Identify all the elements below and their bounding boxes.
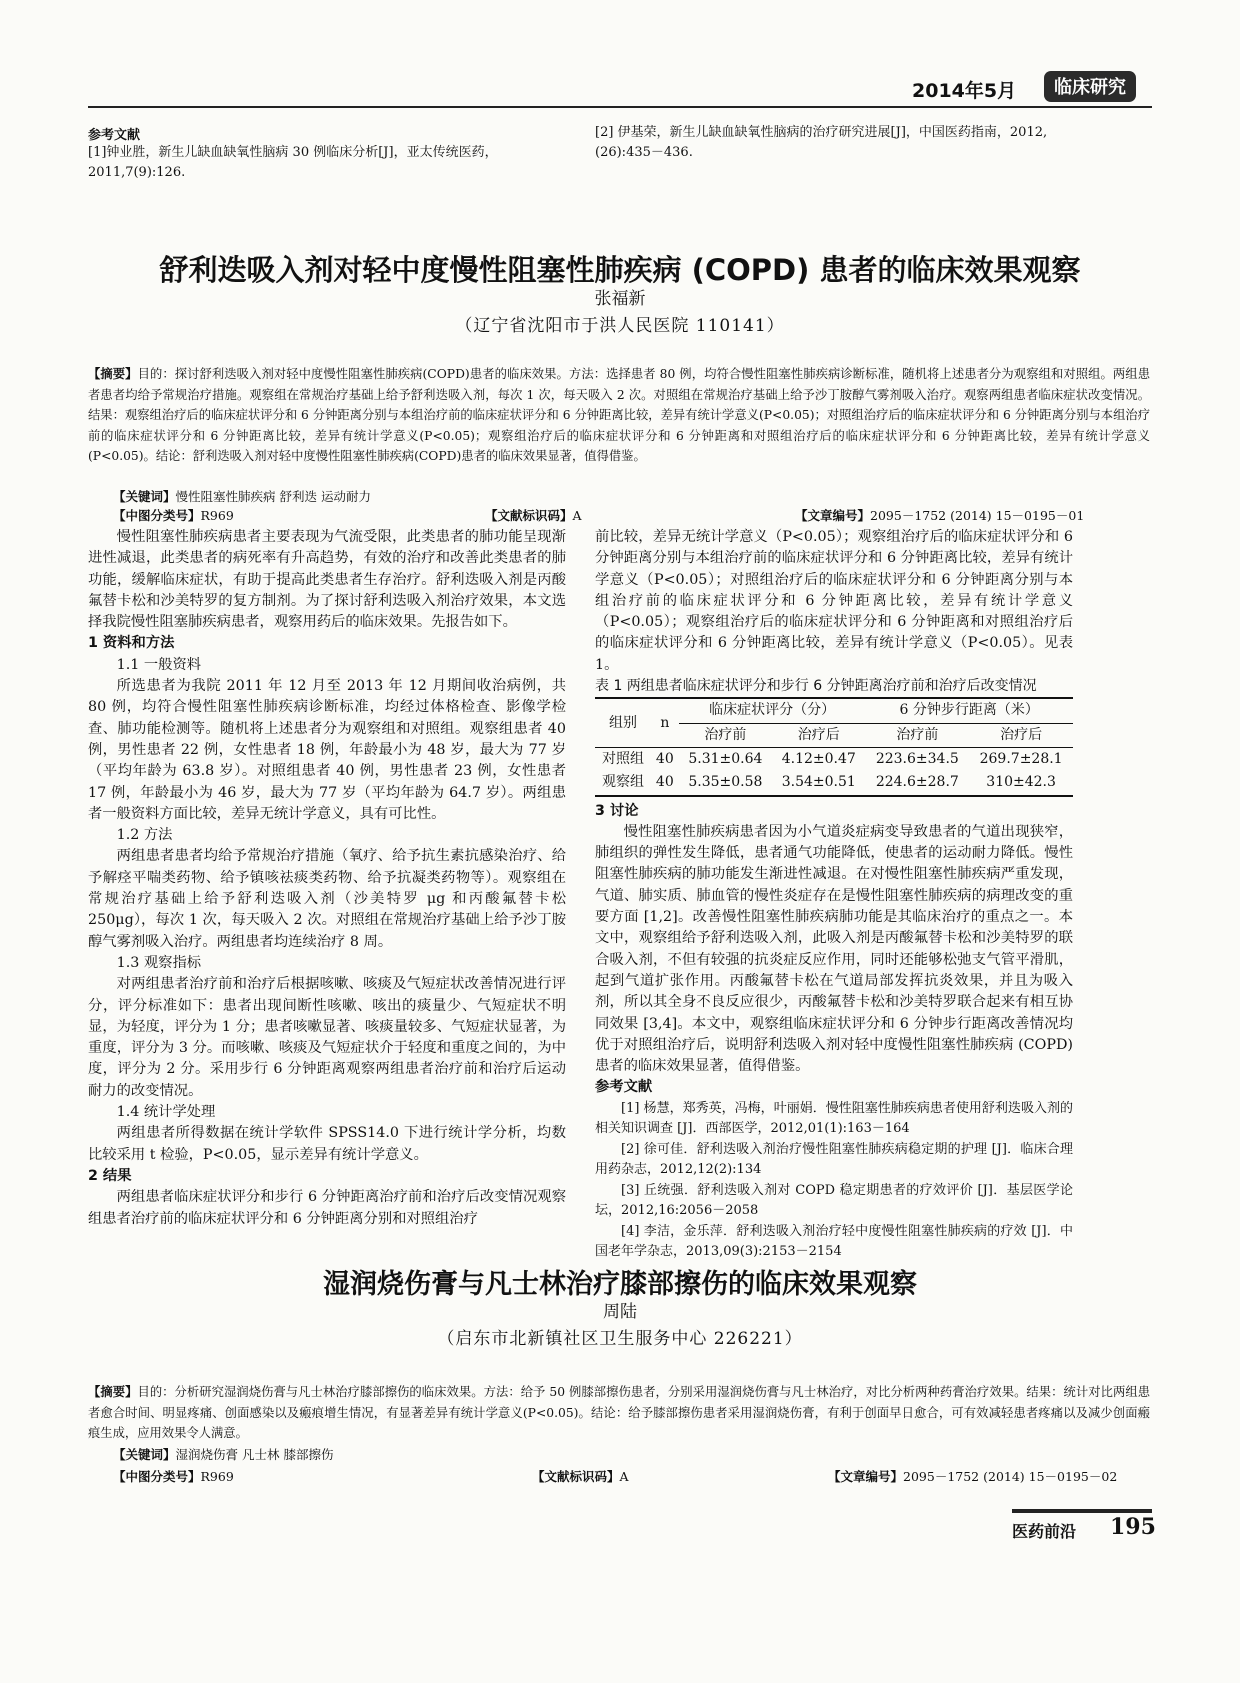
issue-date: 2014年5月 bbox=[912, 80, 1017, 102]
body-paragraph: 两组患者患者均给予常规治疗措施（氧疗、给予抗生素抗感染治疗、给予解痉平喘类药物、给予镇咳祛痰类药物、给予抗凝类药物等）。观察组在常规治疗基础上给予舒利迭吸入剂（沙美特罗 μg 和丙酸氟替卡松 250μg），每次 1 次，每天吸入 2 次。对照组在常规治疗基础上给予沙丁胺醇气雾剂吸入治疗。两组患者均连续治疗 8 周。 bbox=[88, 848, 566, 950]
prev-refs-title: 参考文献 bbox=[88, 128, 141, 143]
page-number: 195 bbox=[1110, 1514, 1156, 1540]
article2-clc: 【中图分类号】R969 bbox=[113, 1469, 234, 1484]
subsection-heading: 1.2 方法 bbox=[116, 827, 173, 844]
article2-doc-code: 【文献标识码】A bbox=[532, 1469, 629, 1484]
keywords-text: 湿润烧伤膏 凡士林 膝部擦伤 bbox=[175, 1447, 334, 1462]
journal-name: 医药前沿 bbox=[1012, 1522, 1077, 1541]
article1-title: 舒利迭吸入剂对轻中度慢性阻塞性肺疾病 (COPD) 患者的临床效果观察 bbox=[159, 253, 1081, 287]
discussion-paragraph: 慢性阻塞性肺疾病患者因为小气道炎症病变导致患者的气道出现狭窄，肺组织的弹性发生降低，患者通气功能降低，使患者的运动耐力降低。慢性阻塞性肺疾病的肺功能发生渐进性减退。在对慢性阻塞性肺疾病严重发现，气道、肺实质、肺血管的慢性炎症存在是慢性阻塞性肺疾病的病理改变的重要方面 [1,2]。改善慢性阻塞性肺疾病肺功能是其临床治疗的重点之一。本文中，观察组给予舒利迭吸入剂，此吸入剂是丙酸氟替卡松和沙美特罗的联合吸入剂，不但有较强的抗炎症反应作用，同时还能够松弛支气管平滑肌，起到气道扩张作用。丙酸氟替卡松在气道局部发挥抗炎效果，并且为吸入剂，所以其全身不良反应很少，丙酸氟替卡松和沙美特罗联合起来有相互协同效果 [3,4]。本文中，观察组临床症状评分和 6 分钟步行距离改善情况均优于对照组治疗后，说明舒利迭吸入剂对轻中度慢性阻塞性肺疾病 (COPD) 患者的临床效果显著，值得借鉴。 bbox=[595, 823, 1073, 1075]
article1-right-column bbox=[595, 527, 1073, 1263]
body-paragraph: 前比较，差异无统计学意义（P<0.05）；观察组治疗后的临床症状评分和 6 分钟距离分别与本组治疗前的临床症状评分和 6 分钟距离比较，差异有统计学意义（P<0.05）；对照组治疗后的临床症状评分和 6 分钟距离分别与本组治疗前的临床症状评分和 6 分钟距离比较，差异有统计学意义（P<0.05）；观察组治疗后的临床症状评分和 6 分钟距离和对照组治疗后的临床症状评分和 6 分钟距离比较，差异有统计学意义（P<0.05）。见表 1。 bbox=[595, 529, 1073, 673]
table-header: 治疗后 bbox=[797, 726, 840, 743]
abstract-label: 【摘要】 bbox=[88, 1385, 138, 1399]
table-header: 治疗前 bbox=[896, 726, 939, 743]
article1-clc: 【中图分类号】R969 bbox=[113, 508, 234, 523]
prev-ref-1: [1]钟业胜，新生儿缺血缺氧性脑病 30 例临床分析[J]，亚太传统医药，2011,7(9):126. bbox=[88, 145, 498, 180]
table-caption: 表 1 两组患者临床症状评分和步行 6 分钟距离治疗前和治疗后改变情况 bbox=[595, 678, 1037, 695]
keywords-text: 慢性阻塞性肺疾病 舒利迭 运动耐力 bbox=[175, 489, 371, 504]
abstract-text: 目的：分析研究湿润烧伤膏与凡士林治疗膝部擦伤的临床效果。方法：给予 50 例膝部擦伤患者，分别采用湿润烧伤膏与凡士林治疗，对比分析两种药膏治疗效果。结果：统计对比两组患者愈合时间、明显疼痛、创面感染以及瘢痕增生情况，有显著差异有统计学意义(P<0.05)。结论：给予膝部擦伤患者采用湿润烧伤膏，有利于创面早日愈合，可有效减轻患者疼痛以及减少创面瘢痕生成，应用效果令人满意。 bbox=[88, 1385, 1150, 1440]
table-header: n bbox=[651, 698, 679, 747]
references-heading: 参考文献 bbox=[595, 1079, 653, 1096]
table-header: 治疗后 bbox=[1000, 726, 1043, 743]
footer-rule bbox=[1012, 1509, 1152, 1513]
article1-article-no: 【文章编号】2095－1752 (2014) 15－0195－01 bbox=[795, 508, 1085, 523]
reference-item: [3] 丘统强．舒利迭吸入剂对 COPD 稳定期患者的疗效评价 [J]．基层医学论坛，2012,16:2056－2058 bbox=[595, 1182, 1073, 1219]
table-header: 治疗前 bbox=[704, 726, 747, 743]
table-header: 组别 bbox=[595, 698, 651, 747]
keywords-label: 【关键词】 bbox=[113, 1447, 176, 1462]
subsection-heading: 1.4 统计学处理 bbox=[116, 1104, 216, 1121]
body-paragraph: 两组患者临床症状评分和步行 6 分钟距离治疗前和治疗后改变情况观察组患者治疗前的临床症状评分和 6 分钟距离分别和对照组治疗 bbox=[88, 1189, 566, 1227]
header-rule bbox=[88, 106, 1152, 108]
article2-keywords bbox=[113, 1445, 333, 1463]
abstract-text: 目的：探讨舒利迭吸入剂对轻中度慢性阻塞性肺疾病(COPD)患者的临床效果。方法：选择患者 80 例，均符合慢性阻塞性肺疾病诊断标准，随机将上述患者分为观察组和对照组。两组患者患者均给予常规治疗措施。观察组在常规治疗基础上给予舒利迭吸入剂，每次 1 次，每天吸入 2 次。对照组在常规治疗基础上给予沙丁胺醇气雾剂吸入治疗。观察两组患者临床症状改变情况。结果：观察组治疗后的临床症状评分和 6 分钟距离分别与本组治疗前的临床症状评分和 6 分钟距离比较，差异有统计学意义(P<0.05)；对照组治疗后的临床症状评分和 6 分钟距离分别与本组治疗前的临床症状评分和 6 分钟距离比较，差异有统计学意义(P<0.05)；观察组治疗后的临床症状评分和 6 分钟距离和对照组治疗后的临床症状评分和 6 分钟距离比较，差异有统计学意义(P<0.05)。结论：舒利迭吸入剂对轻中度慢性阻塞性肺疾病(COPD)患者的临床效果显著，值得借鉴。 bbox=[88, 367, 1150, 463]
article2-affiliation: （启东市北新镇社区卫生服务中心 226221） bbox=[437, 1329, 803, 1349]
article1-abstract bbox=[88, 364, 1150, 467]
table-header: 6 分钟步行距离（米） bbox=[865, 698, 1073, 723]
table-row: 观察组 40 5.35±0.58 3.54±0.51 224.6±28.7 310±42.3 bbox=[595, 771, 1073, 795]
article2-author: 周陆 bbox=[603, 1302, 637, 1322]
body-paragraph: 两组患者所得数据在统计学软件 SPSS14.0 下进行统计学分析，均数比较采用 t 检验，P<0.05，显示差异有统计学意义。 bbox=[88, 1125, 566, 1163]
section-heading: 1 资料和方法 bbox=[88, 635, 175, 652]
article2-title: 湿润烧伤膏与凡士林治疗膝部擦伤的临床效果观察 bbox=[323, 1269, 917, 1300]
prev-ref-2: [2] 伊基荣，新生儿缺血缺氧性脑病的治疗研究进展[J]，中国医药指南，2012,(26):435－436. bbox=[595, 125, 1048, 160]
subsection-heading: 1.1 一般资料 bbox=[116, 656, 202, 673]
section-heading: 2 结果 bbox=[88, 1167, 132, 1184]
article2-abstract bbox=[88, 1382, 1150, 1444]
reference-item: [4] 李洁，金乐萍．舒利迭吸入剂治疗轻中度慢性阻塞性肺疾病的疗效 [J]．中国老年学杂志，2013,09(3):2153－2154 bbox=[595, 1223, 1073, 1260]
article1-keywords bbox=[113, 487, 371, 505]
keywords-label: 【关键词】 bbox=[113, 489, 176, 504]
article1-author: 张福新 bbox=[594, 289, 646, 309]
references-list bbox=[595, 1099, 1073, 1263]
article1-left-column bbox=[88, 527, 566, 1230]
table-row: 对照组 40 5.31±0.64 4.12±0.47 223.6±34.5 269.7±28.1 bbox=[595, 747, 1073, 771]
table-header: 临床症状评分（分） bbox=[679, 698, 866, 723]
subsection-heading: 1.3 观察指标 bbox=[116, 954, 202, 971]
body-paragraph: 所选患者为我院 2011 年 12 月至 2013 年 12 月期间收治病例，共 80 例，均符合慢性阻塞性肺疾病诊断标准，均经过体格检查、影像学检查、肺功能检测等。随机将上述患者分为观察组和对照组。观察组患者 40 例，男性患者 22 例，女性患者 18 例，年龄最小为 48 岁，最大为 77 岁（平均年龄为 63.8 岁）。对照组患者 40 例，男性患者 23 例，女性患者 17 例，年龄最小为 46 岁，最大为 77 岁（平均年龄为 64.7 岁）。两组患者一般资料方面比较，差异无统计学意义，具有可比性。 bbox=[88, 678, 566, 822]
article1-doc-code: 【文献标识码】A bbox=[485, 508, 582, 523]
results-table bbox=[595, 697, 1073, 796]
reference-item: [2] 徐可佳．舒利迭吸入剂治疗慢性阻塞性肺疾病稳定期的护理 [J]．临床合理用药杂志，2012,12(2):134 bbox=[595, 1141, 1073, 1178]
article2-article-no: 【文章编号】2095－1752 (2014) 15－0195－02 bbox=[828, 1469, 1118, 1484]
section-heading: 3 讨论 bbox=[595, 802, 639, 819]
section-badge: 临床研究 bbox=[1044, 71, 1136, 102]
body-paragraph: 对两组患者治疗前和治疗后根据咳嗽、咳痰及气短症状改善情况进行评分，评分标准如下：患者出现间断性咳嗽、咳出的痰量少、气短症状不明显，为轻度，评分为 1 分；患者咳嗽显著、咳痰量较多、气短症状显著，为重度，评分为 3 分。而咳嗽、咳痰及气短症状介于轻度和重度之间的，为中度，评分为 2 分。采用步行 6 分钟距离观察两组患者治疗前和治疗后运动耐力的改变情况。 bbox=[88, 976, 566, 1099]
abstract-label: 【摘要】 bbox=[88, 367, 138, 381]
reference-item: [1] 杨慧，郑秀英，冯梅，叶丽娟．慢性阻塞性肺疾病患者使用舒利迭吸入剂的相关知识调查 [J]．西部医学，2012,01(1):163－164 bbox=[595, 1100, 1073, 1137]
article1-affiliation: （辽宁省沈阳市于洪人民医院 110141） bbox=[455, 316, 785, 336]
intro-paragraph: 慢性阻塞性肺疾病患者主要表现为气流受限，此类患者的肺功能呈现渐进性减退，此类患者的病死率有升高趋势，有效的治疗和改善此类患者的肺功能，缓解临床症状，有助于提高此类患者生存治疗。舒利迭吸入剂是丙酸氟替卡松和沙美特罗的复方制剂。为了探讨舒利迭吸入剂治疗效果，本文选择我院慢性阻塞肺疾病患者，观察用药后的临床效果。先报告如下。 bbox=[88, 529, 566, 631]
